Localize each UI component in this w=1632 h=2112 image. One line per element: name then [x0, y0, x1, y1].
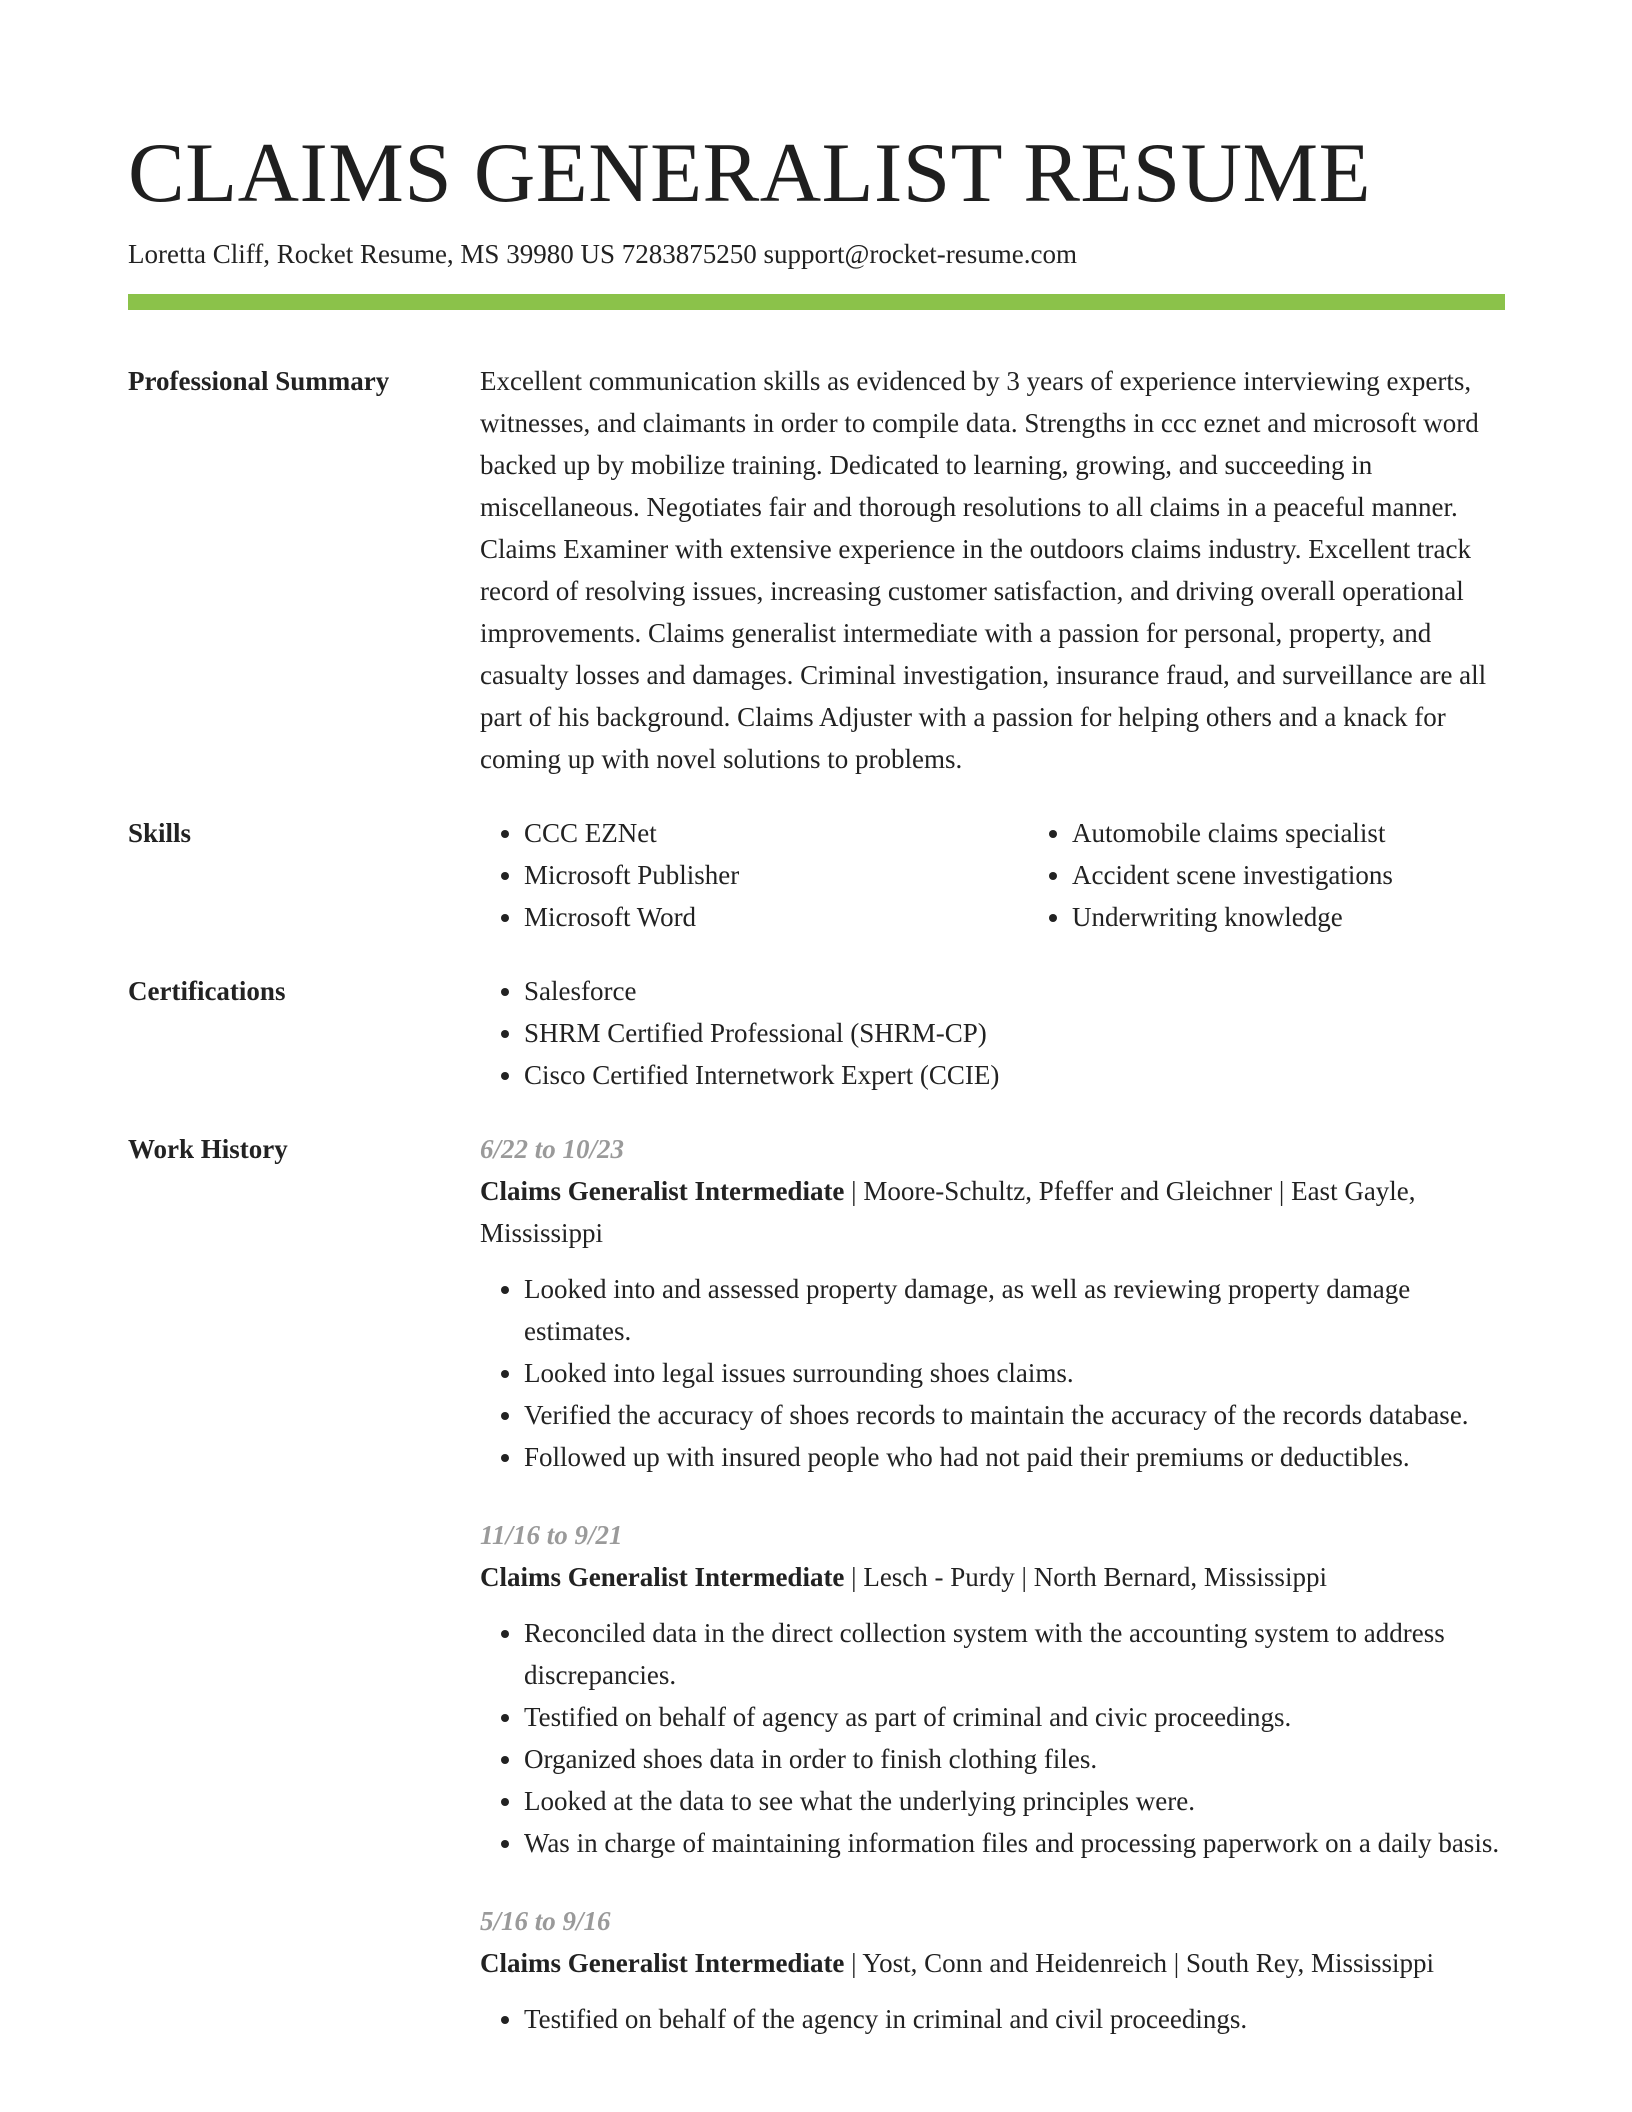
list-item: • Salesforce: [524, 970, 1505, 1012]
list-item: • Organized shoes data in order to finish clothing files.: [524, 1738, 1505, 1780]
list-item: • Testified on behalf of the agency in criminal and civil proceedings.: [524, 1998, 1505, 2040]
job-heading: [480, 1942, 1505, 1984]
job-entry: [480, 1128, 1505, 1478]
list-item: • Looked into legal issues surrounding shoes claims.: [524, 1352, 1505, 1394]
section-professional-summary: [128, 360, 1505, 780]
list-item: • Followed up with insured people who had not paid their premiums or deductibles.: [524, 1436, 1505, 1478]
certifications-list: [480, 970, 1505, 1096]
skills-list-left: [480, 812, 1028, 938]
section-label: Certifications: [128, 976, 286, 1006]
list-item: • CCC EZNet: [524, 812, 1028, 854]
section-label: Skills: [128, 818, 192, 848]
work-history-body: [480, 1128, 1505, 2076]
section-skills: [128, 812, 1505, 938]
section-work-history: [128, 1128, 1505, 2076]
job-bullets: [480, 1612, 1505, 1864]
job-title: Claims Generalist Intermediate: [480, 1948, 845, 1978]
skills-columns: [480, 812, 1576, 938]
job-dates: 5/16 to 9/16: [480, 1906, 611, 1936]
list-item: • Reconciled data in the direct collection system with the accounting system to address discrepancies.: [524, 1612, 1505, 1696]
summary-text: Excellent communication skills as evidenced by 3 years of experience interviewing experts, witnesses, and claimants in order to compile data. Strengths in ccc eznet and microsoft word backed up by mobilize training. Dedicated to learning, growing, and succeeding in miscellaneous. Negotiates fair and thorough resolutions to all claims in a peaceful manner. Claims Examiner with extensive experience in the outdoors claims industry. Excellent track record of resolving issues, increasing customer satisfaction, and driving overall operational improvements. Claims generalist intermediate with a passion for personal, property, and casualty losses and damages. Criminal investigation, insurance fraud, and surveillance are all part of his background. Claims Adjuster with a passion for helping others and a knack for coming up with novel solutions to problems.: [480, 366, 1487, 774]
certifications-body: [480, 970, 1505, 1096]
list-item: • Was in charge of maintaining information files and processing paperwork on a daily basis.: [524, 1822, 1505, 1864]
accent-divider: [128, 294, 1505, 310]
job-details: | Lesch - Purdy | North Bernard, Mississippi: [844, 1562, 1327, 1592]
list-item: • Microsoft Word: [524, 896, 1028, 938]
job-title: Claims Generalist Intermediate: [480, 1562, 845, 1592]
job-dates: 11/16 to 9/21: [480, 1520, 623, 1550]
job-details: | Moore-Schultz, Pfeffer and Gleichner | East Gayle, Mississippi: [480, 1176, 1416, 1248]
job-entry: [480, 1514, 1505, 1864]
list-item: • SHRM Certified Professional (SHRM-CP): [524, 1012, 1505, 1054]
section-certifications: [128, 970, 1505, 1096]
job-dates: 6/22 to 10/23: [480, 1134, 625, 1164]
list-item: • Looked into and assessed property damage, as well as reviewing property damage estimates.: [524, 1268, 1505, 1352]
list-item: • Testified on behalf of agency as part of criminal and civic proceedings.: [524, 1696, 1505, 1738]
section-label: Professional Summary: [128, 366, 390, 396]
list-item: • Microsoft Publisher: [524, 854, 1028, 896]
skills-list-right: [1028, 812, 1576, 938]
job-title: Claims Generalist Intermediate: [480, 1176, 845, 1206]
section-label: Work History: [128, 1134, 288, 1164]
list-item: • Accident scene investigations: [1072, 854, 1576, 896]
job-heading: [480, 1170, 1505, 1254]
list-item: • Underwriting knowledge: [1072, 896, 1576, 938]
list-item: • Cisco Certified Internetwork Expert (CCIE): [524, 1054, 1505, 1096]
job-bullets: [480, 1998, 1505, 2040]
job-entry: [480, 1900, 1505, 2040]
contact-line: Loretta Cliff, Rocket Resume, MS 39980 US 7283875250 support@rocket-resume.com: [128, 239, 1077, 269]
list-item: • Automobile claims specialist: [1072, 812, 1576, 854]
resume-page: [128, 118, 1505, 2076]
list-item: • Verified the accuracy of shoes records to maintain the accuracy of the records database.: [524, 1394, 1505, 1436]
job-details: | Yost, Conn and Heidenreich | South Rey, Mississippi: [844, 1948, 1435, 1978]
job-heading: [480, 1556, 1505, 1598]
job-bullets: [480, 1268, 1505, 1478]
resume-title: CLAIMS GENERALIST RESUME: [128, 126, 1372, 220]
list-item: • Looked at the data to see what the underlying principles were.: [524, 1780, 1505, 1822]
